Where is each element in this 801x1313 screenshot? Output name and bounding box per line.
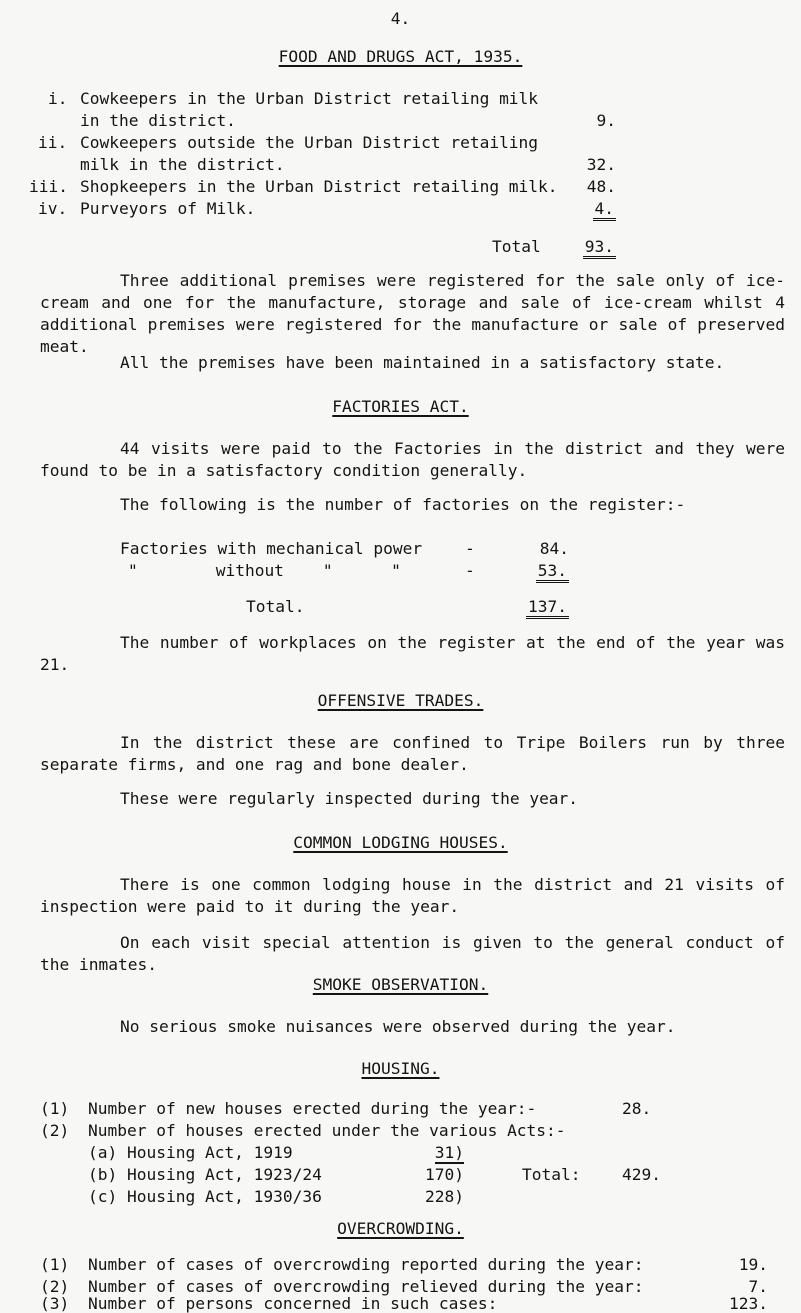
page-number: 4. — [390, 9, 411, 28]
list-item-value: 4. — [593, 198, 617, 220]
list-item-text: Cowkeepers outside the Urban District retailing — [80, 133, 539, 152]
paragraph: On each visit special attention is given to the general conduct of the inmates. — [40, 933, 785, 974]
section-heading-housing: HOUSING. — [361, 1059, 440, 1078]
list-item-value: 32. — [586, 155, 616, 174]
list-item-num: (1) — [40, 1255, 70, 1274]
list-item-value: 123. — [729, 1294, 768, 1313]
act-label: (b) Housing Act, 1923/24 — [88, 1165, 322, 1184]
dash: - — [465, 561, 475, 580]
section-heading-lodging: COMMON LODGING HOUSES. — [293, 833, 508, 852]
factories-row-value: 53. — [536, 560, 569, 582]
paragraph: There is one common lodging house in the district and 21 visits of inspection were paid to it during the year. — [40, 875, 785, 916]
total-value: 93. — [583, 236, 616, 258]
list-item-text: Purveyors of Milk. — [80, 199, 256, 218]
paragraph: The following is the number of factories on the register:- — [120, 495, 686, 514]
list-item-num: (2) — [40, 1121, 70, 1140]
factories-row-label: " without " " — [128, 561, 401, 580]
list-item-text: Number of persons concerned in such cases: — [88, 1294, 498, 1313]
list-item-text: Number of cases of overcrowding relieved during the year: — [88, 1277, 644, 1296]
list-item-num: (2) — [40, 1277, 70, 1296]
paragraph: These were regularly inspected during the year. — [120, 789, 579, 808]
list-item-value: 9. — [596, 111, 616, 130]
list-item-value: 28. — [622, 1099, 652, 1118]
list-item-value: 48. — [586, 177, 616, 196]
factories-row-value: 84. — [539, 539, 569, 558]
act-value: 170) — [425, 1165, 464, 1184]
paragraph: 44 visits were paid to the Factories in the district and they were found to be in a satisfactory condition generally. — [40, 439, 785, 480]
paragraph: In the district these are confined to Tripe Boilers run by three separate firms, and one rag and bone dealer. — [40, 733, 785, 774]
total-value: 137. — [526, 596, 569, 618]
list-item-num: i. — [48, 89, 68, 108]
section-heading-overcrowding: OVERCROWDING. — [337, 1219, 464, 1238]
list-item-num: ii. — [38, 133, 68, 152]
total-label: Total — [492, 237, 541, 256]
paragraph: All the premises have been maintained in a satisfactory state. — [120, 353, 725, 372]
list-item-value: 19. — [738, 1255, 768, 1274]
act-value: 228) — [425, 1187, 464, 1206]
section-heading-smoke: SMOKE OBSERVATION. — [312, 975, 489, 994]
list-item-text: in the district. — [80, 111, 236, 130]
paragraph: No serious smoke nuisances were observed during the year. — [120, 1017, 676, 1036]
paragraph: The number of workplaces on the register at the end of the year was 21. — [40, 633, 785, 674]
list-item-num: iv. — [38, 199, 68, 218]
list-item-text: Cowkeepers in the Urban District retailing milk — [80, 89, 539, 108]
factories-row-label: Factories with mechanical power — [120, 539, 423, 558]
section-heading-offensive: OFFENSIVE TRADES. — [317, 691, 484, 710]
dash: - — [465, 539, 475, 558]
list-item-value: 7. — [748, 1277, 768, 1296]
list-item-text: milk in the district. — [80, 155, 285, 174]
total-value: 429. — [622, 1165, 661, 1184]
paragraph: Three additional premises were registered for the sale only of ice-cream and one for the manufacture, storage and sale of ice-cream whilst 4 additional premises were registered for the manufacture or sale of preserved meat. — [40, 271, 785, 356]
act-label: (c) Housing Act, 1930/36 — [88, 1187, 322, 1206]
list-item-num: (1) — [40, 1099, 70, 1118]
list-item-text: Number of houses erected under the various Acts:- — [88, 1121, 566, 1140]
list-item-text: Shopkeepers in the Urban District retailing milk. — [80, 177, 558, 196]
act-label: (a) Housing Act, 1919 — [88, 1143, 293, 1162]
section-heading-factories: FACTORIES ACT. — [332, 397, 469, 416]
section-heading-food-drugs: FOOD AND DRUGS ACT, 1935. — [278, 47, 523, 66]
list-item-text: Number of new houses erected during the year:- — [88, 1099, 537, 1118]
total-label: Total. — [246, 597, 305, 616]
list-item-num: iii. — [29, 177, 68, 196]
act-value: 31) — [434, 1143, 464, 1162]
list-item-num: (3) — [40, 1294, 70, 1313]
total-label: Total: — [522, 1165, 581, 1184]
list-item-text: Number of cases of overcrowding reported during the year: — [88, 1255, 644, 1274]
